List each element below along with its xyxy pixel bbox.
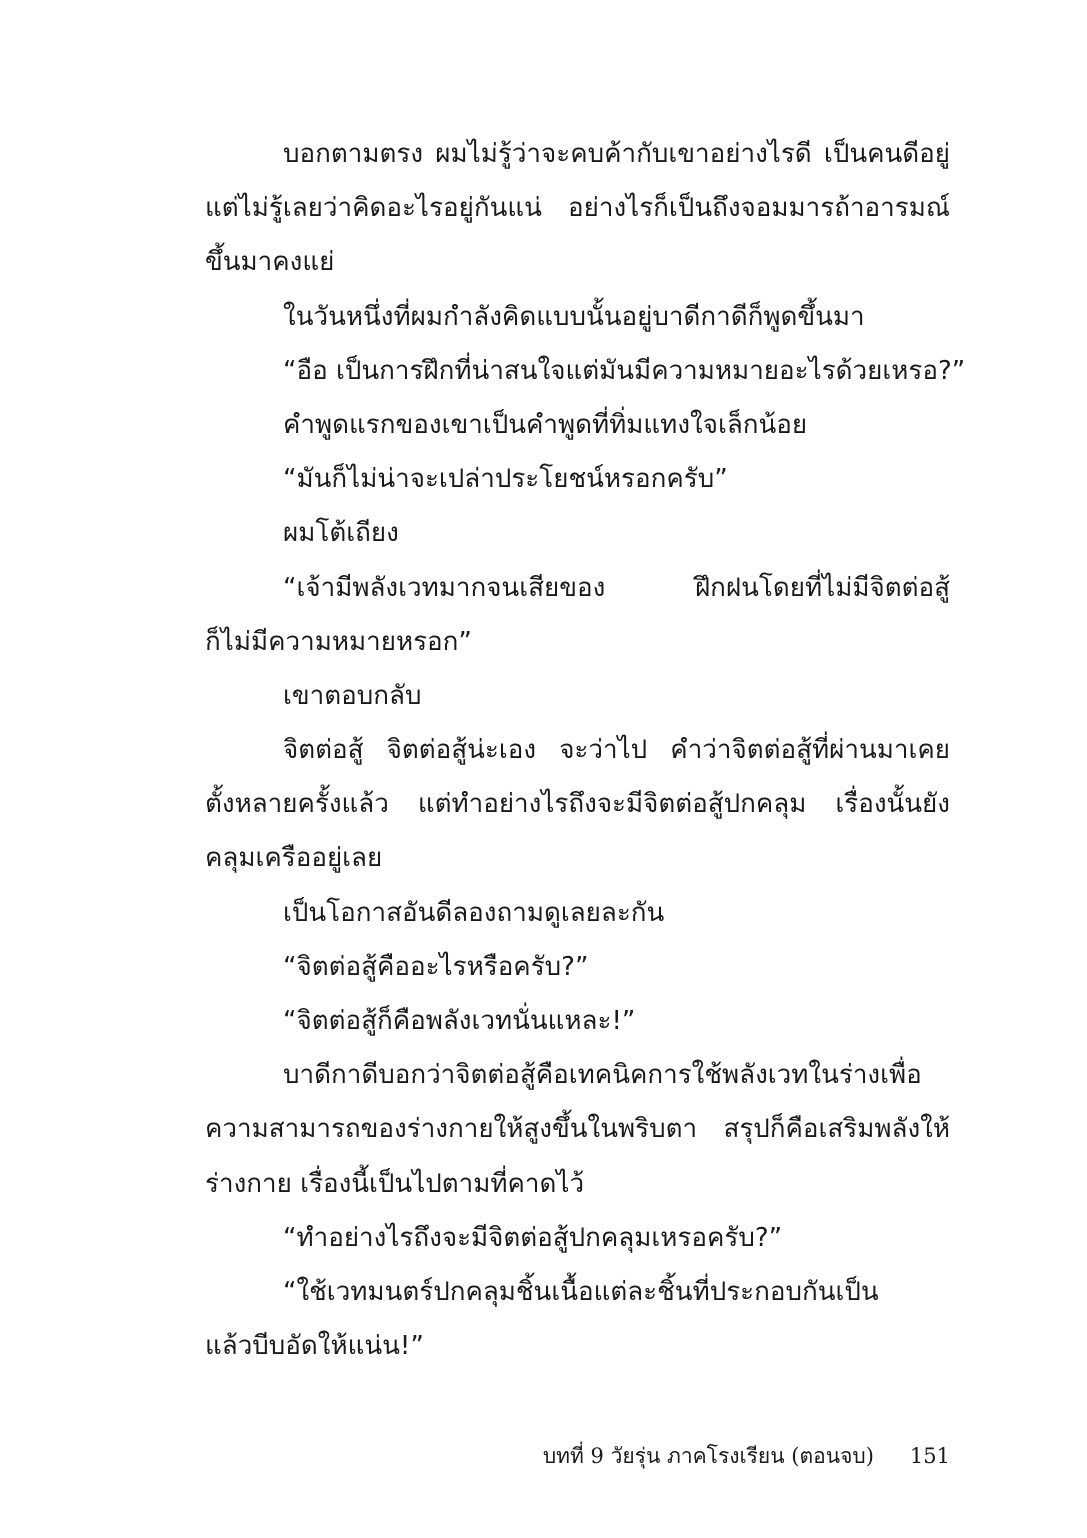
- text-line: “จิตต่อสู้ก็คือพลังเวทนั่นแหละ!”: [283, 1006, 636, 1036]
- text-line: “อือ เป็นการฝึกที่น่าสนใจแต่มันมีความหมายอะไรด้วยเหรอ?”: [283, 355, 966, 386]
- text-line: ร่างกาย เรื่องนี้เป็นไปตามที่คาดไว้: [205, 1168, 585, 1199]
- text-line: แต่ไม่รู้เลยว่าคิดอะไรอยู่กันแน่ อย่างไรก็เป็นถึงจอมมารถ้าอารมณ์: [205, 193, 950, 224]
- page-footer: [0, 1436, 950, 1476]
- text-line: ความสามารถของร่างกายให้สูงขึ้นในพริบตา สรุปก็คือเสริมพลังให้: [205, 1114, 950, 1145]
- text-line: “มันก็ไม่น่าจะเปล่าประโยชน์หรอกครับ”: [283, 464, 728, 495]
- page-number: 151: [909, 1444, 950, 1468]
- text-line: ผมโต้เถียง: [283, 518, 399, 549]
- text-line: คลุมเครืออยู่เลย: [205, 843, 383, 874]
- text-line: แล้วบีบอัดให้แน่น!”: [205, 1331, 424, 1362]
- text-line: ตั้งหลายครั้งแล้ว แต่ทำอย่างไรถึงจะมีจิตต่อสู้ปกคลุม เรื่องนั้นยัง: [205, 789, 950, 820]
- text-line: ขึ้นมาคงแย่: [205, 247, 335, 278]
- text-line: คำพูดแรกของเขาเป็นคำพูดที่ทิ่มแทงใจเล็กน้อย: [283, 409, 808, 440]
- body-text: [205, 127, 966, 1373]
- text-line: “จิตต่อสู้คืออะไรหรือครับ?”: [283, 951, 589, 982]
- text-line: ก็ไม่มีความหมายหรอก”: [205, 626, 472, 657]
- text-line: เขาตอบกลับ: [283, 680, 422, 711]
- text-line: จิตต่อสู้ จิตต่อสู้น่ะเอง จะว่าไป คำว่าจิตต่อสู้ที่ผ่านมาเคย: [283, 735, 950, 766]
- running-footer-chapter: บทที่ 9 วัยรุ่น ภาคโรงเรียน (ตอนจบ): [542, 1444, 874, 1468]
- text-line: “ใช้เวทมนตร์ปกคลุมชิ้นเนื้อแต่ละชิ้นที่ประกอบกันเป็น: [283, 1276, 879, 1307]
- text-line: “เจ้ามีพลังเวทมากจนเสียของ ฝึกฝนโดยที่ไม่มีจิตต่อสู้: [283, 572, 950, 603]
- text-line: “ทำอย่างไรถึงจะมีจิตต่อสู้ปกคลุมเหรอครับ?”: [283, 1222, 783, 1253]
- text-line: เป็นโอกาสอันดีลองถามดูเลยละกัน: [283, 897, 665, 928]
- text-line: ในวันหนึ่งที่ผมกำลังคิดแบบนั้นอยู่บาดีกาดีก็พูดขึ้นมา: [283, 301, 865, 332]
- text-line: บาดีกาดีบอกว่าจิตต่อสู้คือเทคนิคการใช้พลังเวทในร่างเพื่อ: [283, 1060, 922, 1091]
- text-line: บอกตามตรง ผมไม่รู้ว่าจะคบค้ากับเขาอย่างไรดี เป็นคนดีอยู่: [283, 139, 950, 169]
